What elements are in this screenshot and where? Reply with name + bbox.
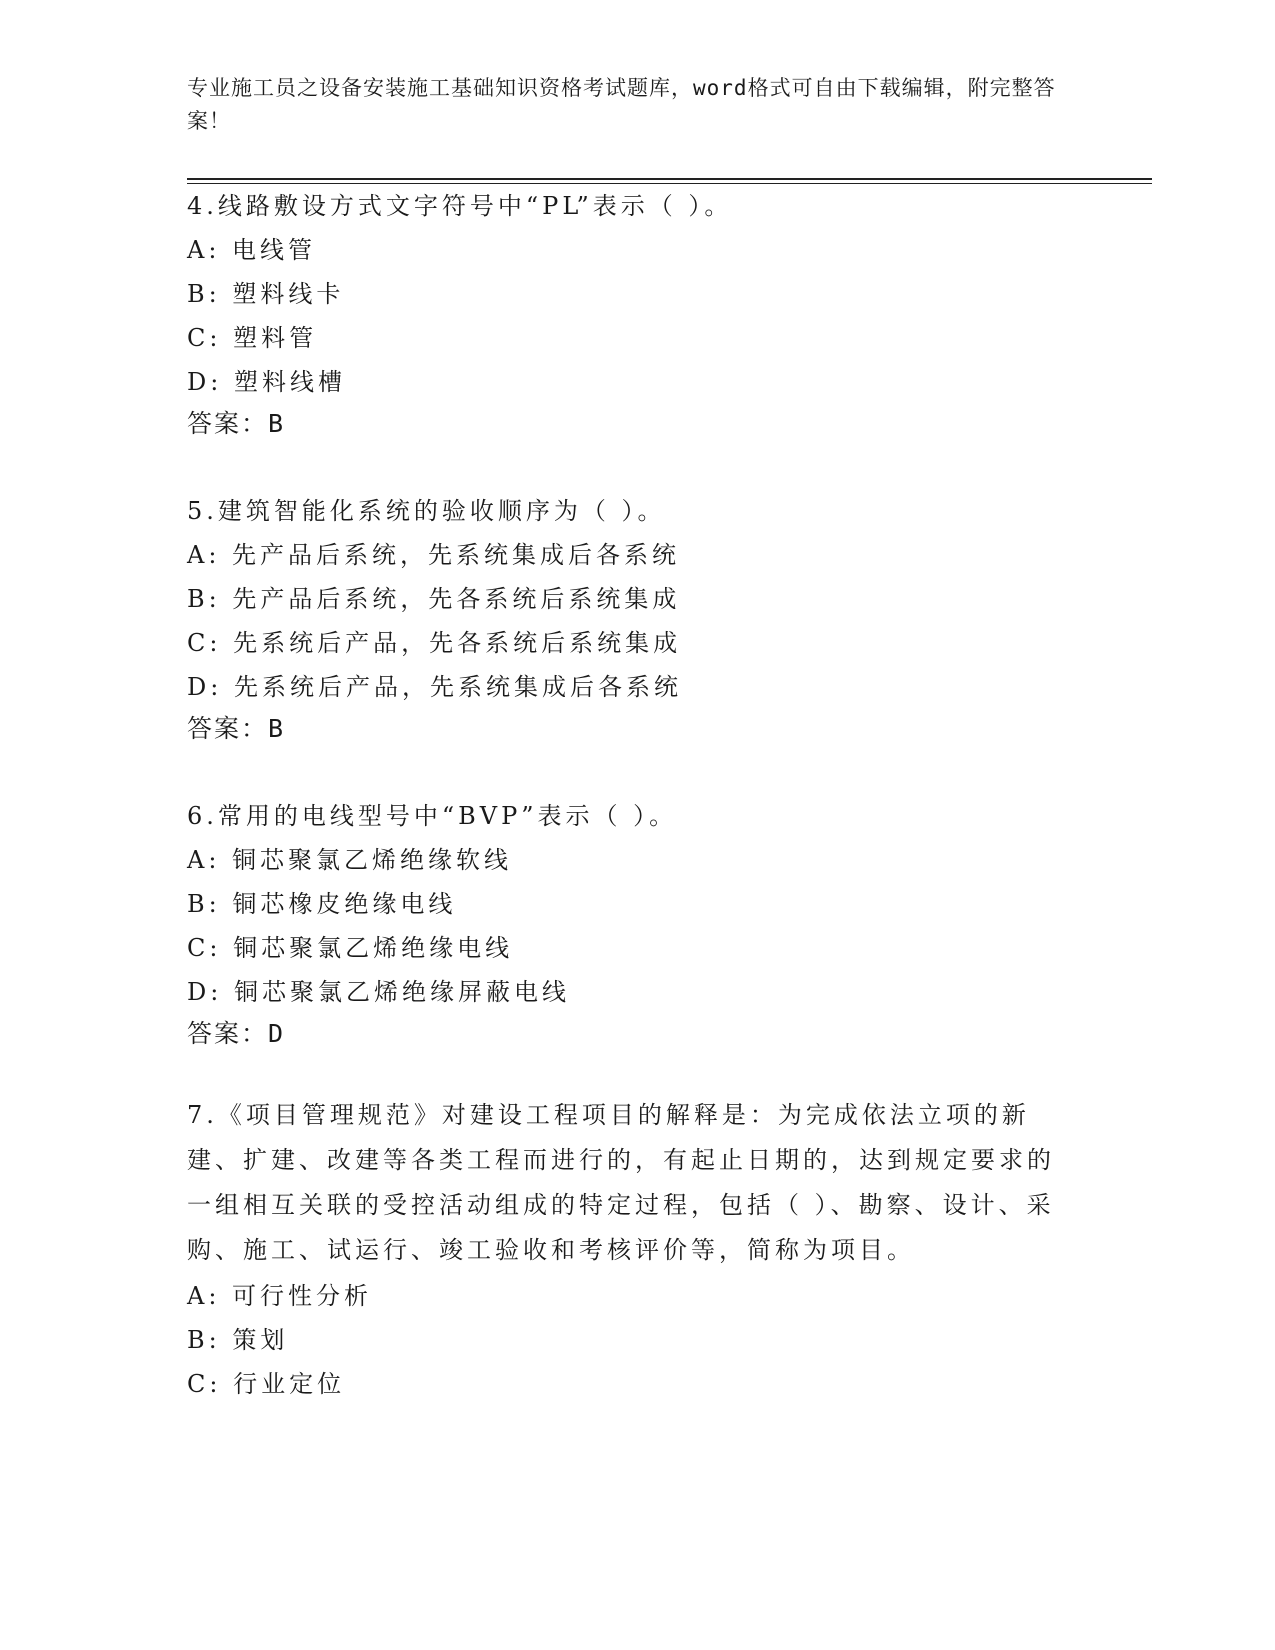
option-c: C: 铜芯聚氯乙烯绝缘电线: [187, 934, 514, 962]
option-b: B: 策划: [187, 1326, 289, 1354]
document-header: 专业施工员之设备安装施工基础知识资格考试题库，word格式可自由下载编辑，附完整答案！: [187, 76, 1056, 133]
header-divider: [187, 178, 1152, 180]
option-a: A: 先产品后系统，先系统集成后各系统: [187, 541, 681, 569]
option-c: C: 行业定位: [187, 1370, 346, 1398]
option-c: C: 塑料管: [187, 324, 318, 352]
option-c: C: 先系统后产品，先各系统后系统集成: [187, 629, 682, 657]
answer-label: 答案：B: [187, 409, 286, 438]
option-b: B: 先产品后系统，先各系统后系统集成: [187, 585, 681, 613]
answer-label: 答案：D: [187, 1019, 286, 1048]
option-a: A: 可行性分析: [187, 1282, 373, 1310]
option-b: B: 铜芯橡皮绝缘电线: [187, 890, 457, 918]
header-divider-thin: [187, 183, 1152, 184]
option-d: D: 先系统后产品，先系统集成后各系统: [187, 673, 682, 701]
option-d: D: 铜芯聚氯乙烯绝缘屏蔽电线: [187, 978, 570, 1006]
option-d: D: 塑料线槽: [187, 368, 346, 396]
answer-label: 答案：B: [187, 714, 286, 743]
option-b: B: 塑料线卡: [187, 280, 345, 308]
option-a: A: 电线管: [187, 236, 317, 264]
question-stem: 4.线路敷设方式文字符号中“PL”表示（ ）。: [187, 192, 733, 220]
option-a: A: 铜芯聚氯乙烯绝缘软线: [187, 846, 513, 874]
question-stem: 5.建筑智能化系统的验收顺序为（ ）。: [187, 497, 666, 525]
question-stem: 6.常用的电线型号中“BVP”表示（ ）。: [187, 802, 678, 830]
question-stem: 7.《项目管理规范》对建设工程项目的解释是：为完成依法立项的新建、扩建、改建等各类工程而进行的，有起止日期的，达到规定要求的一组相互关联的受控活动组成的特定过程，包括（ ）、勘察、设计、采购、施工、试运行、竣工验收和考核评价等，简称为项目。: [187, 1101, 1055, 1264]
